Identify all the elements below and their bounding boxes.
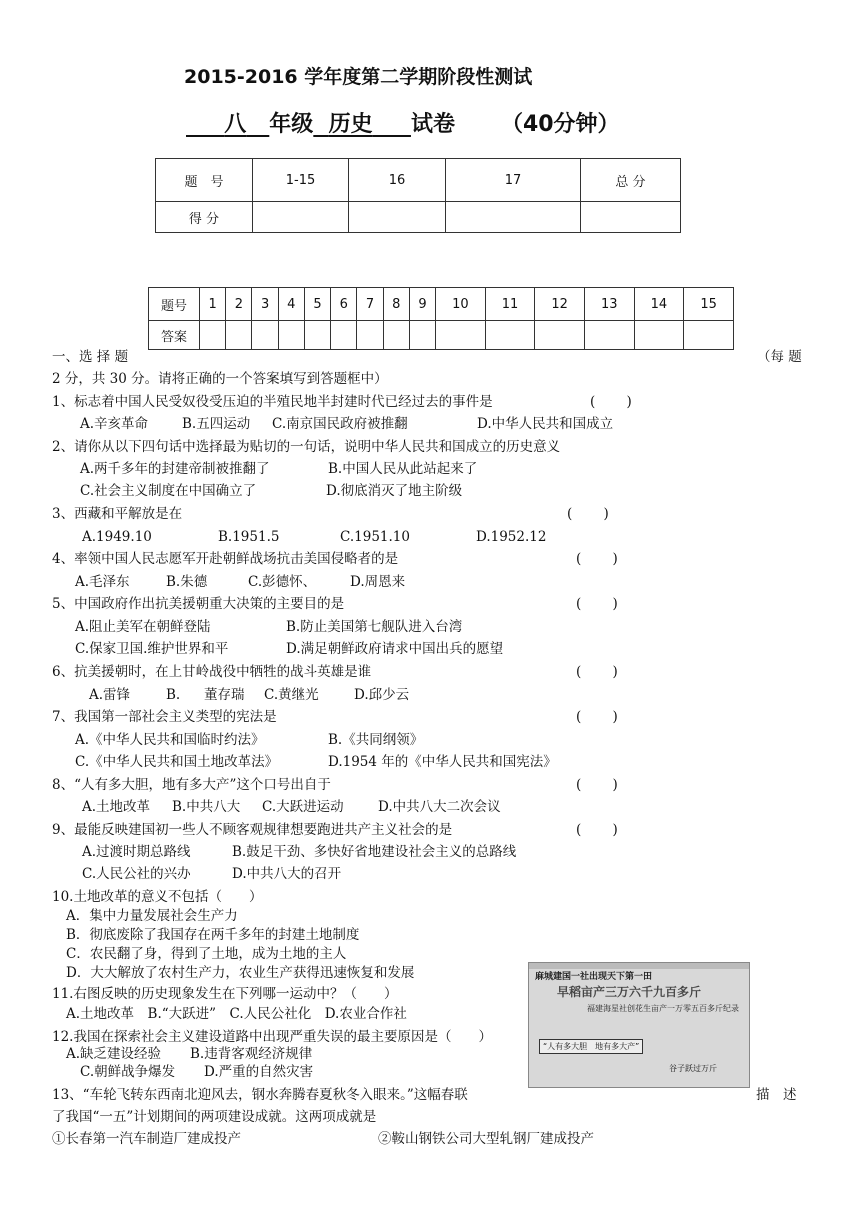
answer-table — [148, 287, 734, 350]
answer-input-cell[interactable] — [226, 321, 252, 350]
option-b: B.中国人民从此站起来了 — [328, 461, 478, 477]
newspaper-subheadline: 福建海星社创花生亩产一万零五百多斤纪录 — [587, 1004, 739, 1013]
answer-paren: ( ) — [576, 664, 618, 680]
option-d: D.邱少云 — [354, 687, 410, 703]
answer-number-cell: 4 — [278, 288, 304, 321]
option-d: D.中华人民共和国成立 — [477, 416, 614, 432]
option-b: B.鼓足干劲、多快好省地建设社会主义的总路线 — [232, 844, 517, 860]
answer-number-cell: 8 — [383, 288, 409, 321]
option-c: C.1951.10 — [340, 529, 410, 545]
score-header-cell: 1-15 — [253, 159, 349, 202]
question-3: 3、西藏和平解放是在 — [52, 506, 183, 522]
option-d: D.满足朝鲜政府请求中国出兵的愿望 — [286, 641, 504, 657]
answer-paren: ( ) — [576, 596, 618, 612]
option-c: C.朝鲜战争爆发 — [80, 1064, 176, 1080]
answer-input-cell[interactable] — [200, 321, 226, 350]
newspaper-big-headline: 早稻亩产三万六千九百多斤 — [557, 985, 702, 999]
question-2: 2、请你从以下四句话中选择最为贴切的一句话，说明中华人民共和国成立的历史意义 — [52, 439, 561, 455]
option-b: B.防止美国第七舰队进入台湾 — [286, 619, 463, 635]
option-b-text: 董存瑞 — [204, 687, 245, 703]
option-b: B.违背客观经济规律 — [190, 1046, 313, 1062]
option-c: C.大跃进运动 — [262, 799, 344, 815]
section-heading: 一、选 择 题 — [52, 349, 129, 365]
exam-title: 2015-2016 学年度第二学期阶段性测试 — [184, 66, 533, 88]
answer-paren: ( ) — [576, 709, 618, 725]
option-c: C.南京国民政府被推翻 — [272, 416, 408, 432]
answer-number-cell: 10 — [436, 288, 486, 321]
answer-number-cell: 7 — [357, 288, 383, 321]
option-d: D．大大解放了农村生产力，农业生产获得迅速恢复和发展 — [66, 965, 415, 981]
option-a: A.雷锋 — [89, 687, 131, 703]
section-note: 2 分，共 30 分。请将正确的一个答案填写到答题框中） — [52, 371, 388, 387]
item-2: ②鞍山钢铁公司大型轧钢厂建成投产 — [378, 1131, 594, 1147]
score-header-cell: 总 分 — [581, 159, 681, 202]
answer-input-cell[interactable] — [535, 321, 585, 350]
option-a: A.辛亥革命 — [80, 416, 149, 432]
option-b: B.1951.5 — [218, 529, 280, 545]
option-d: D.1952.12 — [476, 529, 547, 545]
answer-number-cell: 12 — [535, 288, 585, 321]
grade-value: 八 — [224, 112, 247, 137]
question-9: 9、最能反映建国初一些人不顾客观规律想要跑进共产主义社会的是 — [52, 822, 453, 838]
option-b: B. — [166, 687, 181, 703]
question-10: 10.土地改革的意义不包括（ ） — [52, 889, 263, 905]
score-header-cell: 17 — [446, 159, 581, 202]
option-c: C.《中华人民共和国土地改革法》 — [75, 754, 279, 770]
answer-input-cell[interactable] — [383, 321, 409, 350]
question-4: 4、率领中国人民志愿军开赴朝鲜战场抗击美国侵略者的是 — [52, 551, 399, 567]
option-a: A.两千多年的封建帝制被推翻了 — [80, 461, 270, 477]
option-d: D.中共八大的召开 — [232, 866, 342, 882]
option-c: C.人民公社的兴办 — [82, 866, 191, 882]
option-c: C.保家卫国.维护世界和平 — [75, 641, 229, 657]
answer-number-cell: 14 — [634, 288, 684, 321]
paper-label: 试卷 — [410, 112, 455, 137]
question-13-right: 描 述 — [756, 1087, 797, 1103]
answer-input-cell[interactable] — [436, 321, 486, 350]
option-b: B.五四运动 — [182, 416, 251, 432]
score-header-cell: 16 — [349, 159, 446, 202]
answer-number-cell: 9 — [409, 288, 435, 321]
newspaper-caption: 谷子跃过万斤 — [669, 1064, 717, 1073]
answer-number-cell: 6 — [331, 288, 357, 321]
answer-input-cell[interactable] — [684, 321, 734, 350]
option-b: B．彻底废除了我国存在两千多年的封建土地制度 — [66, 927, 360, 943]
option-c: C．农民翻了身，得到了土地，成为土地的主人 — [66, 946, 347, 962]
answer-input-cell[interactable] — [409, 321, 435, 350]
option-a: A.阻止美军在朝鲜登陆 — [75, 619, 211, 635]
option-d: D.周恩来 — [350, 574, 406, 590]
options: A.土地改革 B.“大跃进” C.人民公社化 D.农业合作社 — [66, 1006, 407, 1022]
question-7: 7、我国第一部社会主义类型的宪法是 — [52, 709, 277, 725]
score-input-cell[interactable] — [253, 202, 349, 233]
newspaper-headline: 麻城建国一社出现天下第一田 — [535, 972, 653, 982]
question-5: 5、中国政府作出抗美援朝重大决策的主要目的是 — [52, 596, 345, 612]
option-b: B.《共同纲领》 — [328, 732, 424, 748]
answer-input-cell[interactable] — [304, 321, 330, 350]
answer-number-cell: 13 — [584, 288, 634, 321]
answer-number-cell: 11 — [485, 288, 535, 321]
option-c: C.社会主义制度在中国确立了 — [80, 483, 257, 499]
answer-number-cell: 1 — [200, 288, 226, 321]
answer-number-cell: 2 — [226, 288, 252, 321]
newspaper-image — [528, 962, 750, 1088]
question-6: 6、抗美援朝时，在上甘岭战役中牺牲的战斗英雄是谁 — [52, 664, 372, 680]
duration: （40分钟） — [500, 112, 620, 137]
score-input-cell[interactable] — [349, 202, 446, 233]
score-table — [155, 158, 681, 233]
option-a: A.毛泽东 — [75, 574, 130, 590]
exam-subtitle — [186, 107, 620, 138]
question-13-cont: 了我国“一五”计划期间的两项建设成就。这两项成就是 — [52, 1109, 377, 1125]
option-a: A.土地改革 — [82, 799, 151, 815]
question-12: 12.我国在探索社会主义建设道路中出现严重失误的最主要原因是（ ） — [52, 1029, 492, 1045]
option-a: A．集中力量发展社会生产力 — [66, 908, 238, 924]
option-a: A.缺乏建设经验 — [66, 1046, 162, 1062]
option-a: A.《中华人民共和国临时约法》 — [75, 732, 265, 748]
section-note-right: （每 题 — [757, 349, 802, 365]
answer-input-cell[interactable] — [331, 321, 357, 350]
option-a: A.1949.10 — [82, 529, 152, 545]
answer-paren: ( ) — [590, 394, 632, 410]
answer-input-cell[interactable] — [634, 321, 684, 350]
answer-number-cell: 5 — [304, 288, 330, 321]
answer-paren: ( ) — [576, 822, 618, 838]
grade-label: 年级 — [269, 112, 314, 137]
option-d: D.中共八大二次会议 — [378, 799, 501, 815]
score-header-cell: 题 号 — [156, 159, 253, 202]
answer-input-cell[interactable] — [584, 321, 634, 350]
score-label-cell: 得 分 — [156, 202, 253, 233]
question-8: 8、“人有多大胆，地有多大产”这个口号出自于 — [52, 777, 331, 793]
question-11: 11.右图反映的历史现象发生在下列哪一运动中？（ ） — [52, 986, 398, 1002]
option-d: D.1954 年的《中华人民共和国宪法》 — [328, 754, 557, 770]
answer-input-cell[interactable] — [278, 321, 304, 350]
answer-paren: ( ) — [576, 551, 618, 567]
option-c: C.彭德怀、 — [248, 574, 317, 590]
option-b: B.中共八大 — [172, 799, 241, 815]
answer-number-cell: 3 — [252, 288, 278, 321]
answer-paren: ( ) — [576, 777, 618, 793]
option-d: D.严重的自然灾害 — [204, 1064, 314, 1080]
answer-input-cell[interactable] — [252, 321, 278, 350]
answer-number-cell: 15 — [684, 288, 734, 321]
answer-row-label: 答案 — [149, 321, 200, 350]
option-d: D.彻底消灭了地主阶级 — [326, 483, 463, 499]
score-input-cell[interactable] — [446, 202, 581, 233]
newspaper-slogan: “人有多大胆 地有多大产” — [539, 1039, 643, 1054]
subject-value: 历史 — [328, 112, 373, 137]
answer-input-cell[interactable] — [357, 321, 383, 350]
answer-paren: ( ) — [567, 506, 609, 522]
option-c: C.黄继光 — [264, 687, 319, 703]
score-input-cell[interactable] — [581, 202, 681, 233]
answer-header-label: 题号 — [149, 288, 200, 321]
answer-input-cell[interactable] — [485, 321, 535, 350]
option-a: A.过渡时期总路线 — [82, 844, 191, 860]
option-b: B.朱德 — [166, 574, 208, 590]
question-13: 13、“车轮飞转东西南北迎风去，钢水奔腾春夏秋冬入眼来。”这幅春联 — [52, 1087, 468, 1103]
question-1: 1、标志着中国人民受奴役受压迫的半殖民地半封建时代已经过去的事件是 — [52, 394, 493, 410]
item-1: ①长春第一汽车制造厂建成投产 — [52, 1131, 241, 1147]
